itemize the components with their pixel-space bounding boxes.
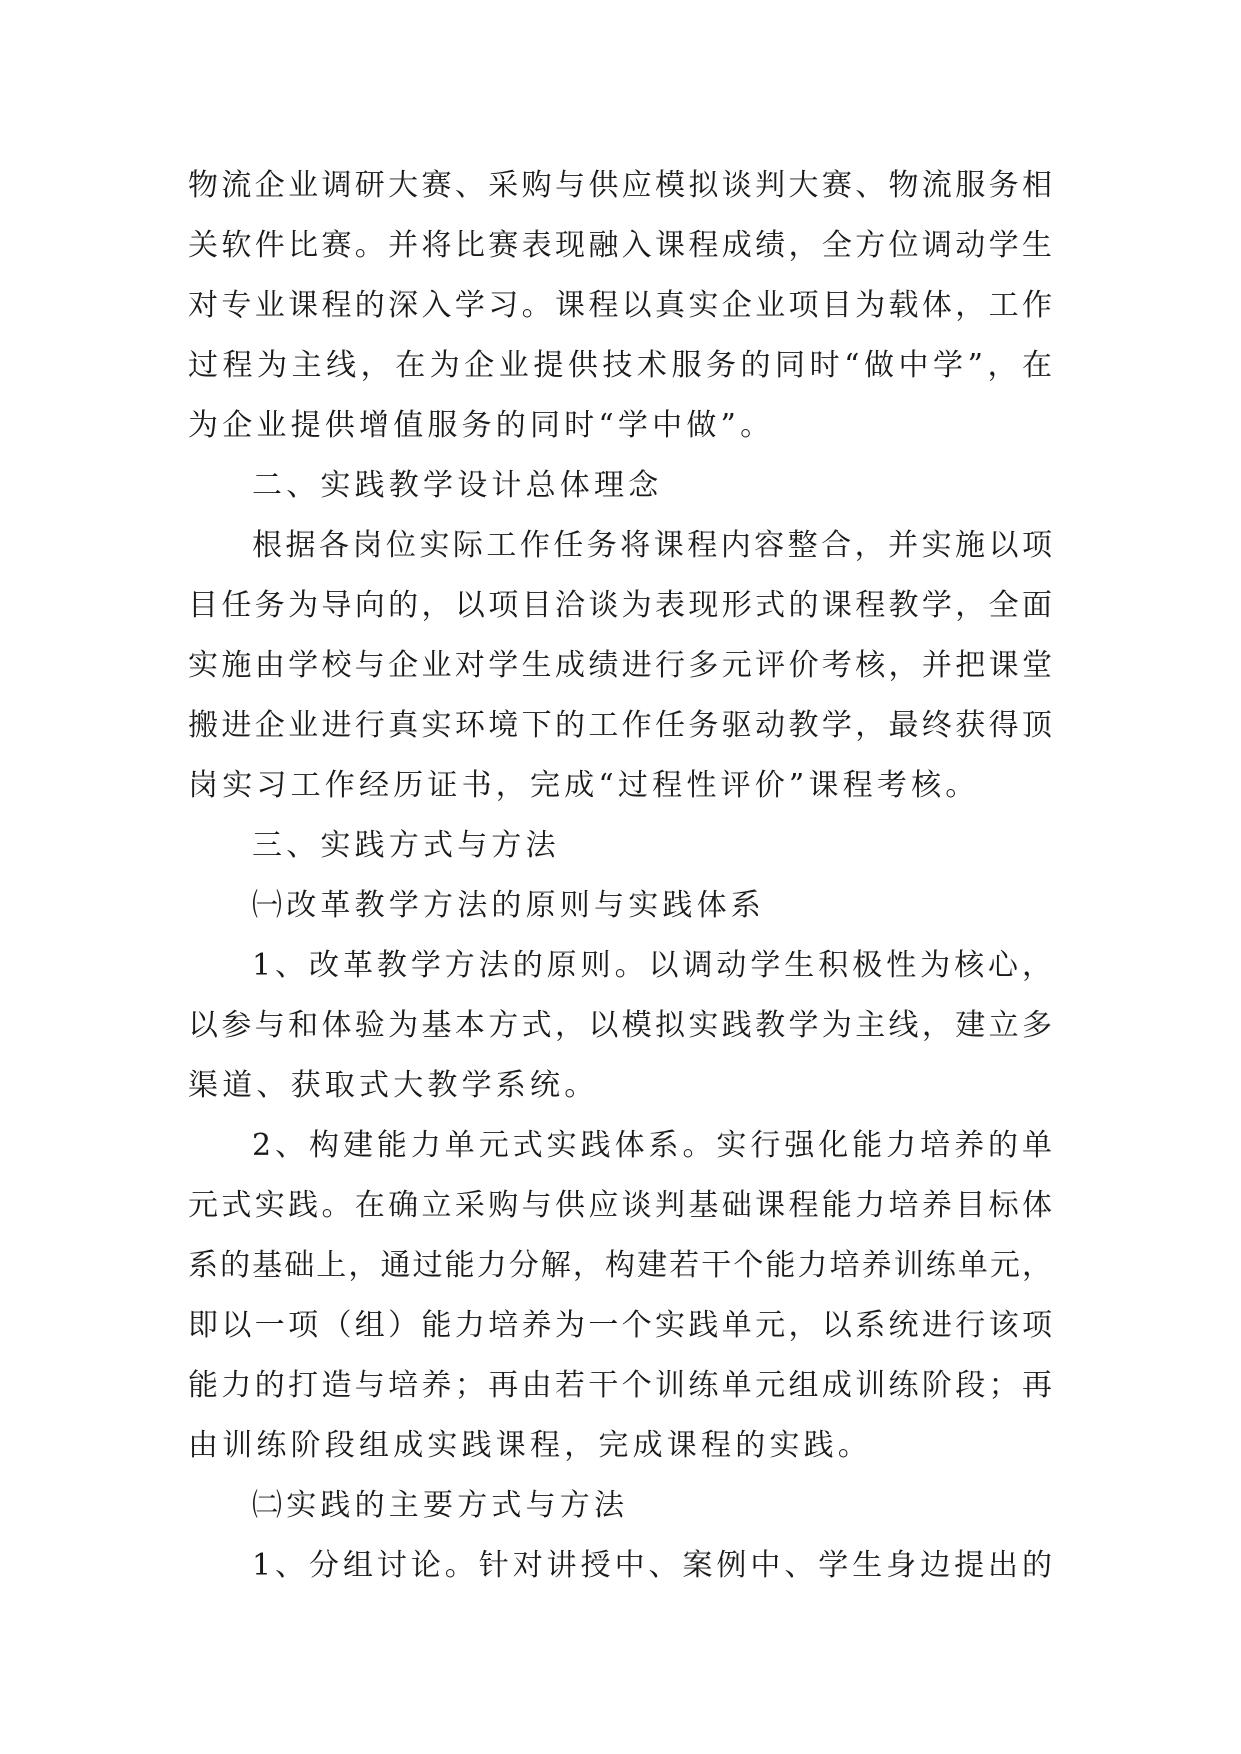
text-line-5: 为企业提供增值服务的同时“学中做”。 — [188, 408, 775, 443]
text-line-19: 系的基础上，通过能力分解，构建若干个能力培养训练单元， — [188, 1248, 1052, 1283]
text-line-10: 搬进企业进行真实环境下的工作任务驱动教学，最终获得顶 — [188, 708, 1052, 743]
subsection-heading-2: ㈡实践的主要方式与方法 — [252, 1488, 629, 1523]
text-line-14: 1、改革教学方法的原则。以调动学生积极性为核心， — [252, 948, 1052, 983]
text-line-4: 过程为主线，在为企业提供技术服务的同时“做中学”，在 — [188, 348, 1052, 383]
document-body — [188, 156, 1052, 1596]
subsection-heading-1: ㈠改革教学方法的原则与实践体系 — [252, 888, 765, 923]
section-heading-3: 三、实践方式与方法 — [252, 828, 560, 863]
text-line-2: 关软件比赛。并将比赛表现融入课程成绩，全方位调动学生 — [188, 228, 1052, 263]
text-line-16: 渠道、获取式大教学系统。 — [188, 1068, 599, 1103]
text-line-3: 对专业课程的深入学习。课程以真实企业项目为载体，工作 — [188, 288, 1052, 323]
text-line-15: 以参与和体验为基本方式，以模拟实践教学为主线，建立多 — [188, 1008, 1052, 1043]
text-line-22: 由训练阶段组成实践课程，完成课程的实践。 — [188, 1428, 872, 1463]
text-line-7: 根据各岗位实际工作任务将课程内容整合，并实施以项 — [252, 528, 1052, 563]
text-line-8: 目任务为导向的，以项目洽谈为表现形式的课程教学，全面 — [188, 588, 1052, 623]
text-line-20: 即以一项（组）能力培养为一个实践单元，以系统进行该项 — [188, 1308, 1052, 1343]
text-line-11: 岗实习工作经历证书，完成“过程性评价”课程考核。 — [188, 768, 980, 803]
text-line-1: 物流企业调研大赛、采购与供应模拟谈判大赛、物流服务相 — [188, 168, 1052, 203]
text-line-21: 能力的打造与培养；再由若干个训练单元组成训练阶段；再 — [188, 1368, 1052, 1403]
text-line-9: 实施由学校与企业对学生成绩进行多元评价考核，并把课堂 — [188, 648, 1052, 683]
text-line-18: 元式实践。在确立采购与供应谈判基础课程能力培养目标体 — [188, 1188, 1052, 1223]
text-line-24: 1、分组讨论。针对讲授中、案例中、学生身边提出的 — [252, 1548, 1052, 1583]
section-heading-2: 二、实践教学设计总体理念 — [252, 468, 663, 503]
text-line-17: 2、构建能力单元式实践体系。实行强化能力培养的单 — [252, 1128, 1052, 1163]
